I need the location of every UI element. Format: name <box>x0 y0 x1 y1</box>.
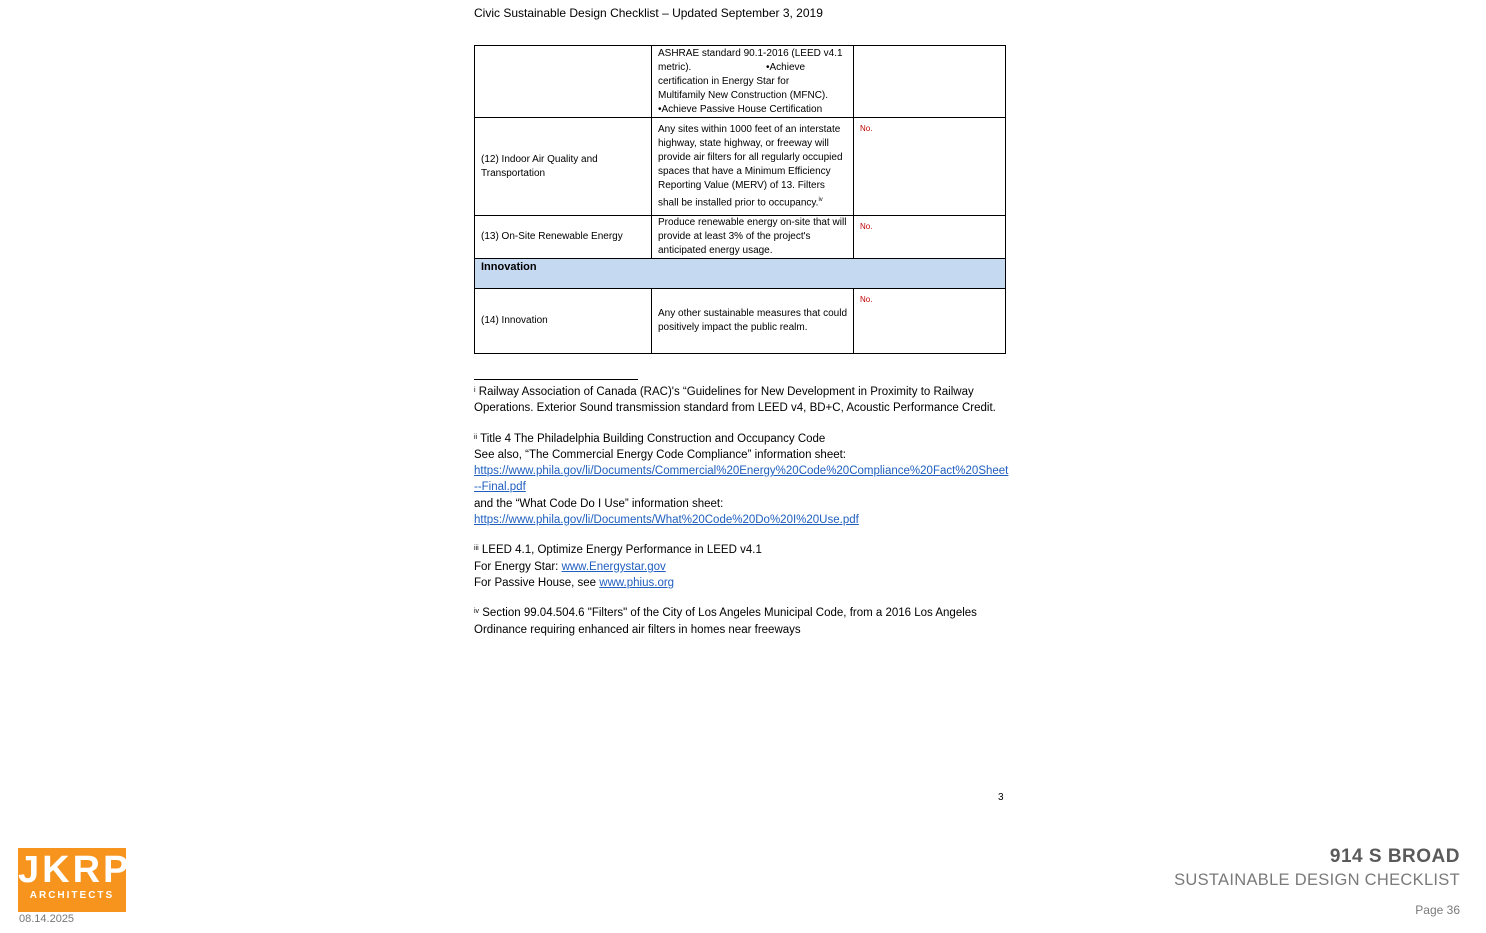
description-line: Multifamily New Construction (MFNC). <box>658 90 829 101</box>
response-cell <box>854 46 1006 118</box>
jkrp-logo <box>18 848 132 912</box>
document-page-number: 3 <box>998 792 1004 803</box>
footnote-2 <box>474 431 1009 529</box>
footer-page-label: Page 36 <box>1415 903 1460 917</box>
category-label: (14) Innovation <box>481 315 548 326</box>
description-text: Any sites within 1000 feet of an interstate highway, state highway, or freeway will provide air filters for all regularly occupied spaces that have a Minimum Efficiency Reporting Value (MERV) of 13. Filters shall be installed prior to occupancy. <box>658 123 843 209</box>
description-line: •Achieve Passive House Certification <box>658 104 823 115</box>
footnote-text: For Energy Star: <box>474 560 562 573</box>
description-cell <box>652 216 854 259</box>
description-line: metric). <box>658 62 692 73</box>
footnote-3 <box>474 542 1009 591</box>
footnote-divider <box>474 379 638 380</box>
category-cell <box>475 289 652 354</box>
footnote-text: See also, “The Commercial Energy Code Compliance” information sheet: <box>474 448 846 461</box>
footer-date: 08.14.2025 <box>19 913 75 925</box>
table-row <box>475 216 1006 259</box>
footnote-text: Title 4 The Philadelphia Building Construction and Occupancy Code <box>480 432 826 445</box>
category-cell <box>475 216 652 259</box>
response-text: No. <box>860 222 873 231</box>
table-row <box>475 118 1006 216</box>
category-label: (12) Indoor Air Quality and Transportation <box>481 153 598 179</box>
footnote-mark: iii <box>474 545 479 553</box>
description-line: certification in Energy Star for <box>658 76 790 87</box>
section-header: Innovation <box>475 259 1006 289</box>
table-row <box>475 289 1006 354</box>
response-cell <box>854 289 1006 354</box>
footnote-mark: ii <box>474 433 478 441</box>
response-text: No. <box>860 124 873 133</box>
footnote-ref: iv <box>818 196 823 203</box>
phius-link[interactable]: www.phius.org <box>599 576 675 589</box>
logo-mark: JKRP <box>18 849 132 891</box>
document-header: Civic Sustainable Design Checklist – Updated September 3, 2019 <box>474 6 823 20</box>
footnote-mark: iv <box>474 608 480 616</box>
footnote-mark: i <box>474 387 476 394</box>
description-cell <box>652 289 854 354</box>
response-cell <box>854 118 1006 216</box>
footnote-text: For Passive House, see <box>474 576 600 589</box>
category-cell <box>475 46 652 118</box>
category-cell <box>475 118 652 216</box>
table-row <box>475 46 1006 118</box>
footnote-text: Railway Association of Canada (RAC)'s “Guidelines for New Development in Proximity to Railway Operations. Exterior Sound transmission standard from LEED v4, BD+C, Acoustic Performance Credit. <box>474 386 996 415</box>
footnotes <box>474 384 1009 652</box>
project-title: 914 S BROAD <box>1329 846 1460 867</box>
description-line: ASHRAE standard 90.1-2016 (LEED v4.1 <box>658 48 843 59</box>
description-text: Any other sustainable measures that could positively impact the public realm. <box>658 308 847 333</box>
what-code-do-i-use-link[interactable]: https://www.phila.gov/li/Documents/What%20Code%20Do%20I%20Use.pdf <box>474 514 859 527</box>
footnote-1 <box>474 384 1009 417</box>
footnote-text: Section 99.04.504.6 "Filters" of the City of Los Angeles Municipal Code, from a 2016 Los Angeles Ordinance requiring enhanced air filters in homes near freeways <box>474 607 977 636</box>
checklist-table <box>474 45 1006 354</box>
commercial-energy-code-link[interactable]: https://www.phila.gov/li/Documents/Commercial%20Energy%20Code%20Compliance%20Fact%20Sheet--Final.pdf <box>474 465 1009 494</box>
response-text: No. <box>860 295 873 304</box>
bullet-text: •Achieve <box>766 62 806 73</box>
description-cell <box>652 118 854 216</box>
energystar-link[interactable]: www.Energystar.gov <box>561 560 666 573</box>
project-subtitle: SUSTAINABLE DESIGN CHECKLIST <box>1174 871 1460 889</box>
description-text: Produce renewable energy on-site that will provide at least 3% of the project's anticipated energy usage. <box>658 217 847 256</box>
response-cell <box>854 216 1006 259</box>
footnote-text: and the “What Code Do I Use” information sheet: <box>474 497 724 510</box>
section-row-innovation <box>475 259 1006 289</box>
logo-subtitle: ARCHITECTS <box>29 890 115 901</box>
category-label: (13) On-Site Renewable Energy <box>481 231 623 242</box>
footnote-text: LEED 4.1, Optimize Energy Performance in LEED v4.1 <box>481 544 762 557</box>
footnote-4 <box>474 605 1009 638</box>
description-cell <box>652 46 854 118</box>
